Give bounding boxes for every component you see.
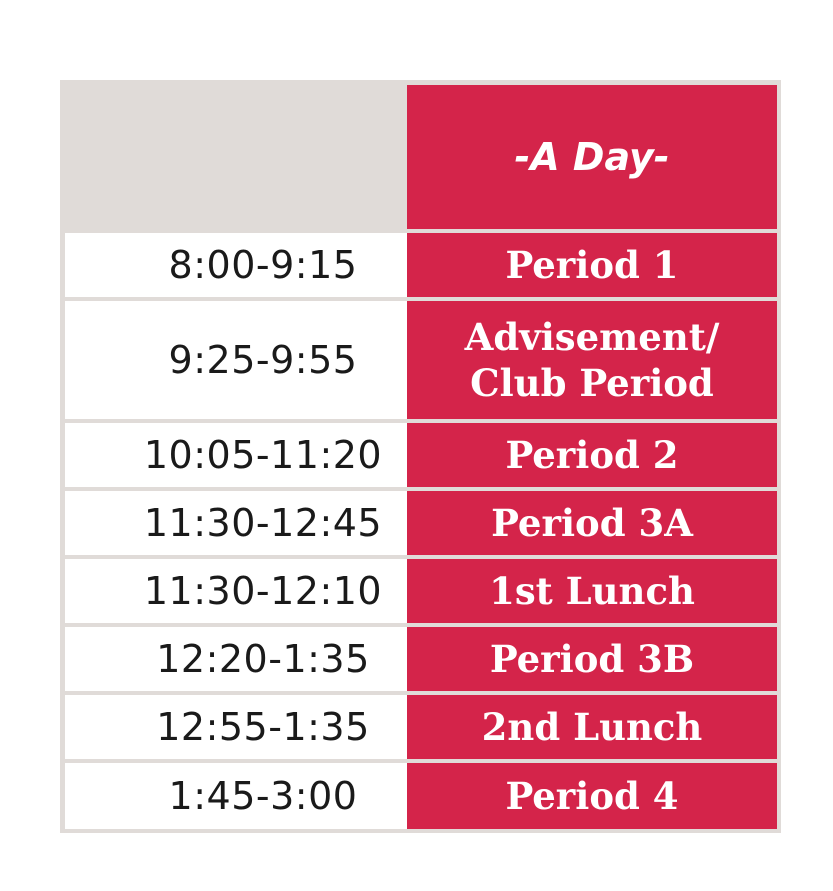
- time-cell: 11:30-12:10: [65, 559, 461, 623]
- time-cell: 10:05-11:20: [65, 423, 461, 487]
- time-cell: 8:00-9:15: [65, 233, 461, 297]
- period-cell: Period 4: [407, 763, 777, 829]
- day-header: -A Day-: [407, 85, 777, 229]
- time-cell: 12:20-1:35: [65, 627, 461, 691]
- schedule-table: [60, 80, 781, 833]
- period-cell: Period 1: [407, 233, 777, 297]
- period-cell: 1st Lunch: [407, 559, 777, 623]
- period-cell: Period 3B: [407, 627, 777, 691]
- period-cell: 2nd Lunch: [407, 695, 777, 759]
- time-cell: 1:45-3:00: [65, 763, 461, 829]
- period-cell: Period 2: [407, 423, 777, 487]
- period-cell: Period 3A: [407, 491, 777, 555]
- header-blank-cell: [60, 80, 404, 229]
- period-cell: Advisement/ Club Period: [407, 301, 777, 419]
- time-cell: 9:25-9:55: [65, 301, 461, 419]
- time-cell: 12:55-1:35: [65, 695, 461, 759]
- time-cell: 11:30-12:45: [65, 491, 461, 555]
